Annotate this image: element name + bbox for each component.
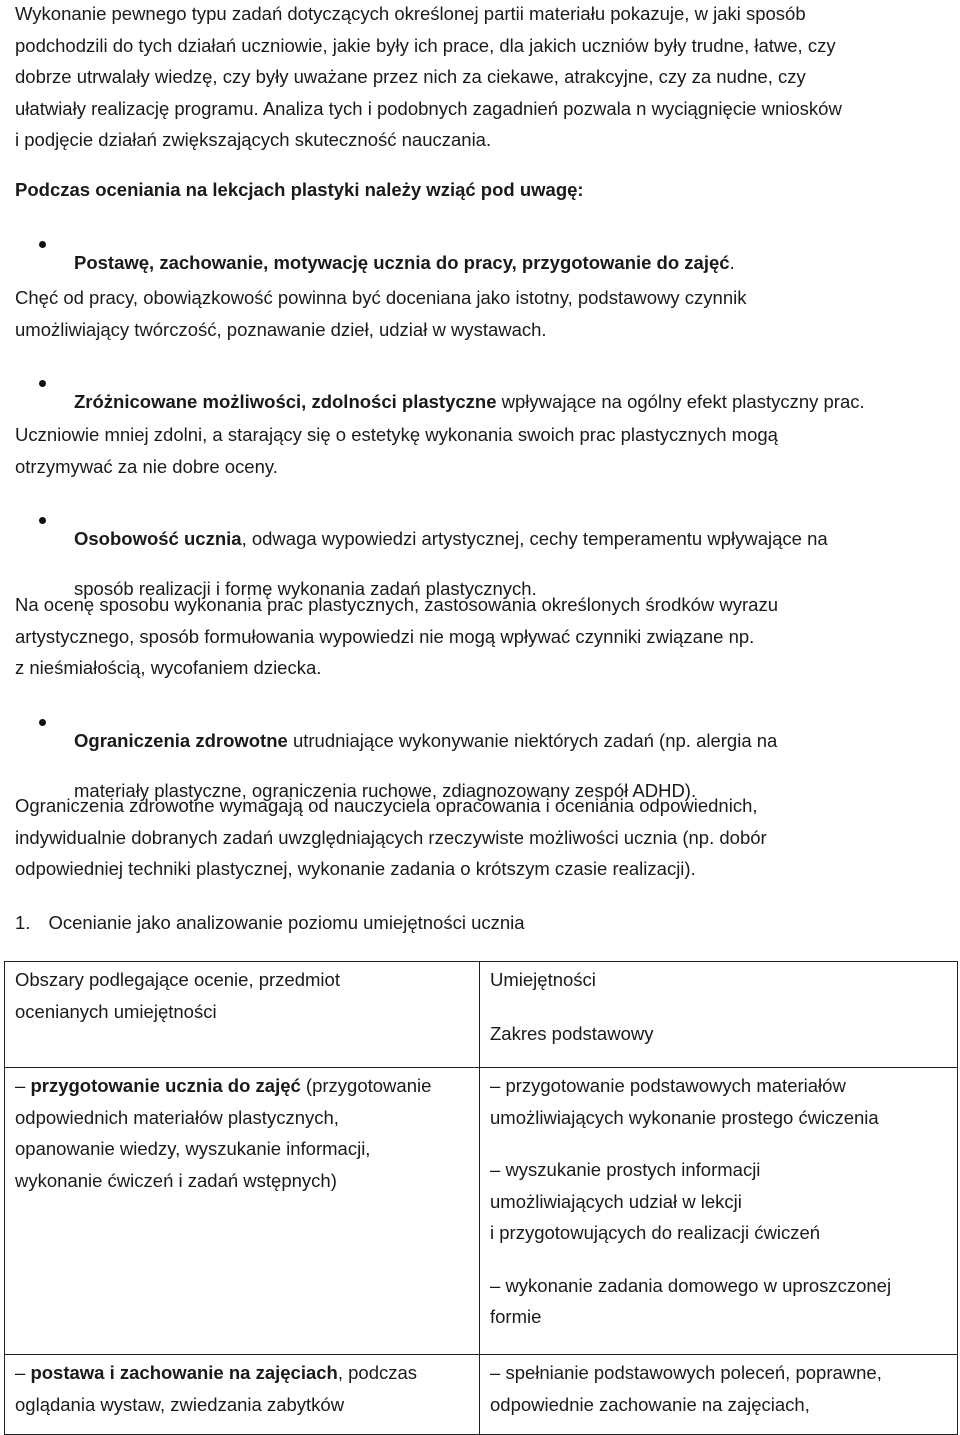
text-line <box>15 1070 469 1102</box>
text-line: podchodzili do tych działań uczniowie, jakie były ich prace, dla jakich uczniów były trudne, łatwe, czy <box>15 34 836 56</box>
bold-text: Zróżnicowane możliwości, zdolności plastyczne <box>74 390 497 412</box>
bullet-text <box>74 386 940 418</box>
text-line: oglądania wystaw, zwiedzania zabytków <box>15 1393 345 1415</box>
dash: – <box>490 1075 501 1096</box>
bullet-icon <box>39 719 46 726</box>
bullet-text: materiały plastyczne, ograniczenia ruchowe, zdiagnozowany zespół ADHD). <box>74 779 697 801</box>
text-span: wyszukanie prostych informacji <box>505 1159 761 1180</box>
text-span: (przygotowanie <box>300 1075 432 1096</box>
text-span: ułatwiały realizację programu. <box>15 97 259 119</box>
bullet-text <box>74 725 940 757</box>
bullet-text <box>74 523 940 555</box>
heading-text: Podczas oceniania na lekcjach plastyki należy wziąć pod uwagę: <box>15 179 584 200</box>
text-line: i podjęcie działań zwiększających skuteczność nauczania. <box>15 129 492 150</box>
section-number: 1. <box>15 912 31 933</box>
bullet-icon <box>39 380 46 387</box>
text-line: wykonanie ćwiczeń i zadań wstępnych) <box>15 1169 337 1191</box>
bold-text: Postawę, zachowanie, motywację ucznia do pracy, przygotowanie do zajęć <box>74 251 730 273</box>
section-title-line <box>15 907 955 939</box>
text-line: Ograniczenia zdrowotne wymagają od nauczyciela opracowania i oceniania odpowiednich, <box>15 795 758 816</box>
bold-text: postawa i zachowanie na zajęciach <box>30 1362 338 1383</box>
header-cell-areas <box>5 962 480 1068</box>
dash: – <box>490 1362 501 1383</box>
bullet-icon <box>39 517 46 524</box>
table-header-row <box>5 962 958 1068</box>
text-span: utrudniające wykonywanie niektórych zadań (np. alergia na <box>287 729 778 751</box>
text-line: Obszary podlegające ocenie, przedmiot <box>15 969 340 990</box>
text-line: umożliwiający twórczość, poznawanie dzieł, udział w wystawach. <box>15 318 547 340</box>
text-line: Chęć od pracy, obowiązkowość powinna być doceniana jako istotny, podstawowy czynnik <box>15 287 747 308</box>
dash: – <box>15 1075 26 1096</box>
text-line: Na ocenę sposobu wykonania prac plastycznych, zastosowania określonych środków wyrazu <box>15 594 778 615</box>
text-line: formie <box>490 1306 542 1327</box>
text-span: . <box>729 251 735 273</box>
text-line: i przygotowujących do realizacji ćwiczeń <box>490 1222 821 1243</box>
text-line: Umiejętności <box>490 969 596 990</box>
text-line: umożliwiających wykonanie prostego ćwiczenia <box>490 1106 879 1128</box>
bold-text: przygotowanie ucznia do zajęć <box>30 1075 301 1096</box>
text-line: Zakres podstawowy <box>490 1022 654 1044</box>
text-line <box>490 1270 947 1302</box>
table-cell <box>480 1355 958 1435</box>
text-span: , podczas <box>337 1362 418 1383</box>
header-cell-skills <box>480 962 958 1068</box>
dash: – <box>490 1159 501 1180</box>
bold-text: Osobowość ucznia <box>74 527 242 549</box>
section-title: Ocenianie jako analizowanie poziomu umiejętności ucznia <box>48 912 525 933</box>
text-line <box>15 1357 469 1389</box>
text-line <box>490 1357 947 1389</box>
table-row <box>5 1355 958 1435</box>
section-heading <box>15 174 955 206</box>
numbered-section-title <box>15 907 955 939</box>
paragraph <box>15 419 955 482</box>
text-line <box>490 1070 947 1102</box>
text-span: wpływające na ogólny efekt plastyczny prac. <box>496 390 865 412</box>
text-line: opanowanie wiedzy, wyszukanie informacji, <box>15 1138 371 1159</box>
table-row <box>5 1068 958 1355</box>
text-line: ocenianych umiejętności <box>15 1000 217 1022</box>
text-span: przygotowanie podstawowych materiałów <box>505 1075 846 1096</box>
text-span: Analiza tych i podobnych zagadnień pozwala n wyciągnięcie wniosków <box>258 97 842 119</box>
assessment-table <box>4 961 958 1435</box>
paragraph <box>15 790 955 885</box>
bullet-icon <box>39 241 46 248</box>
text-line: Uczniowie mniej zdolni, a starający się o estetykę wykonania swoich prac plastycznych mogą <box>15 424 778 445</box>
dash: – <box>15 1362 26 1383</box>
table-cell <box>480 1068 958 1355</box>
bold-text: Ograniczenia zdrowotne <box>74 729 288 751</box>
dash: – <box>490 1274 501 1296</box>
text-span: wykonanie zadania domowego w uproszczonej <box>505 1274 892 1296</box>
paragraph <box>15 589 955 684</box>
text-span: , odwaga wypowiedzi artystycznej, cechy temperamentu wpływające na <box>241 527 828 549</box>
text-line: umożliwiających udział w lekcji <box>490 1190 742 1212</box>
text-line: z nieśmiałością, wycofaniem dziecka. <box>15 657 322 678</box>
bullet-text: sposób realizacji i formę wykonania zadań plastycznych. <box>74 577 537 599</box>
text-line: artystycznego, sposób formułowania wypowiedzi nie mogą wpływać czynniki związane np. <box>15 625 755 647</box>
bullet-text <box>74 247 940 279</box>
text-line <box>490 1154 947 1186</box>
text-span: spełnianie podstawowych poleceń, poprawne, <box>505 1362 882 1383</box>
intro-paragraph <box>15 0 945 156</box>
text-line: indywidualnie dobranych zadań uwzględniających rzeczywiste możliwości ucznia (np. dobór <box>15 826 767 848</box>
text-line: odpowiednich materiałów plastycznych, <box>15 1106 339 1128</box>
text-line: odpowiedniej techniki plastycznej, wykonanie zadania o krótszym czasie realizacji). <box>15 858 696 879</box>
table-cell <box>5 1068 480 1355</box>
table-cell <box>5 1355 480 1435</box>
paragraph <box>15 282 955 345</box>
text-line <box>15 93 945 125</box>
text-line: dobrze utrwalały wiedzę, czy były uważane przez nich za ciekawe, atrakcyjne, czy za nudne, czy <box>15 66 806 87</box>
text-line: otrzymywać za nie dobre oceny. <box>15 455 278 477</box>
text-line: odpowiednie zachowanie na zajęciach, <box>490 1393 810 1415</box>
text-line: Wykonanie pewnego typu zadań dotyczących określonej partii materiału pokazuje, w jaki sposób <box>15 3 806 24</box>
